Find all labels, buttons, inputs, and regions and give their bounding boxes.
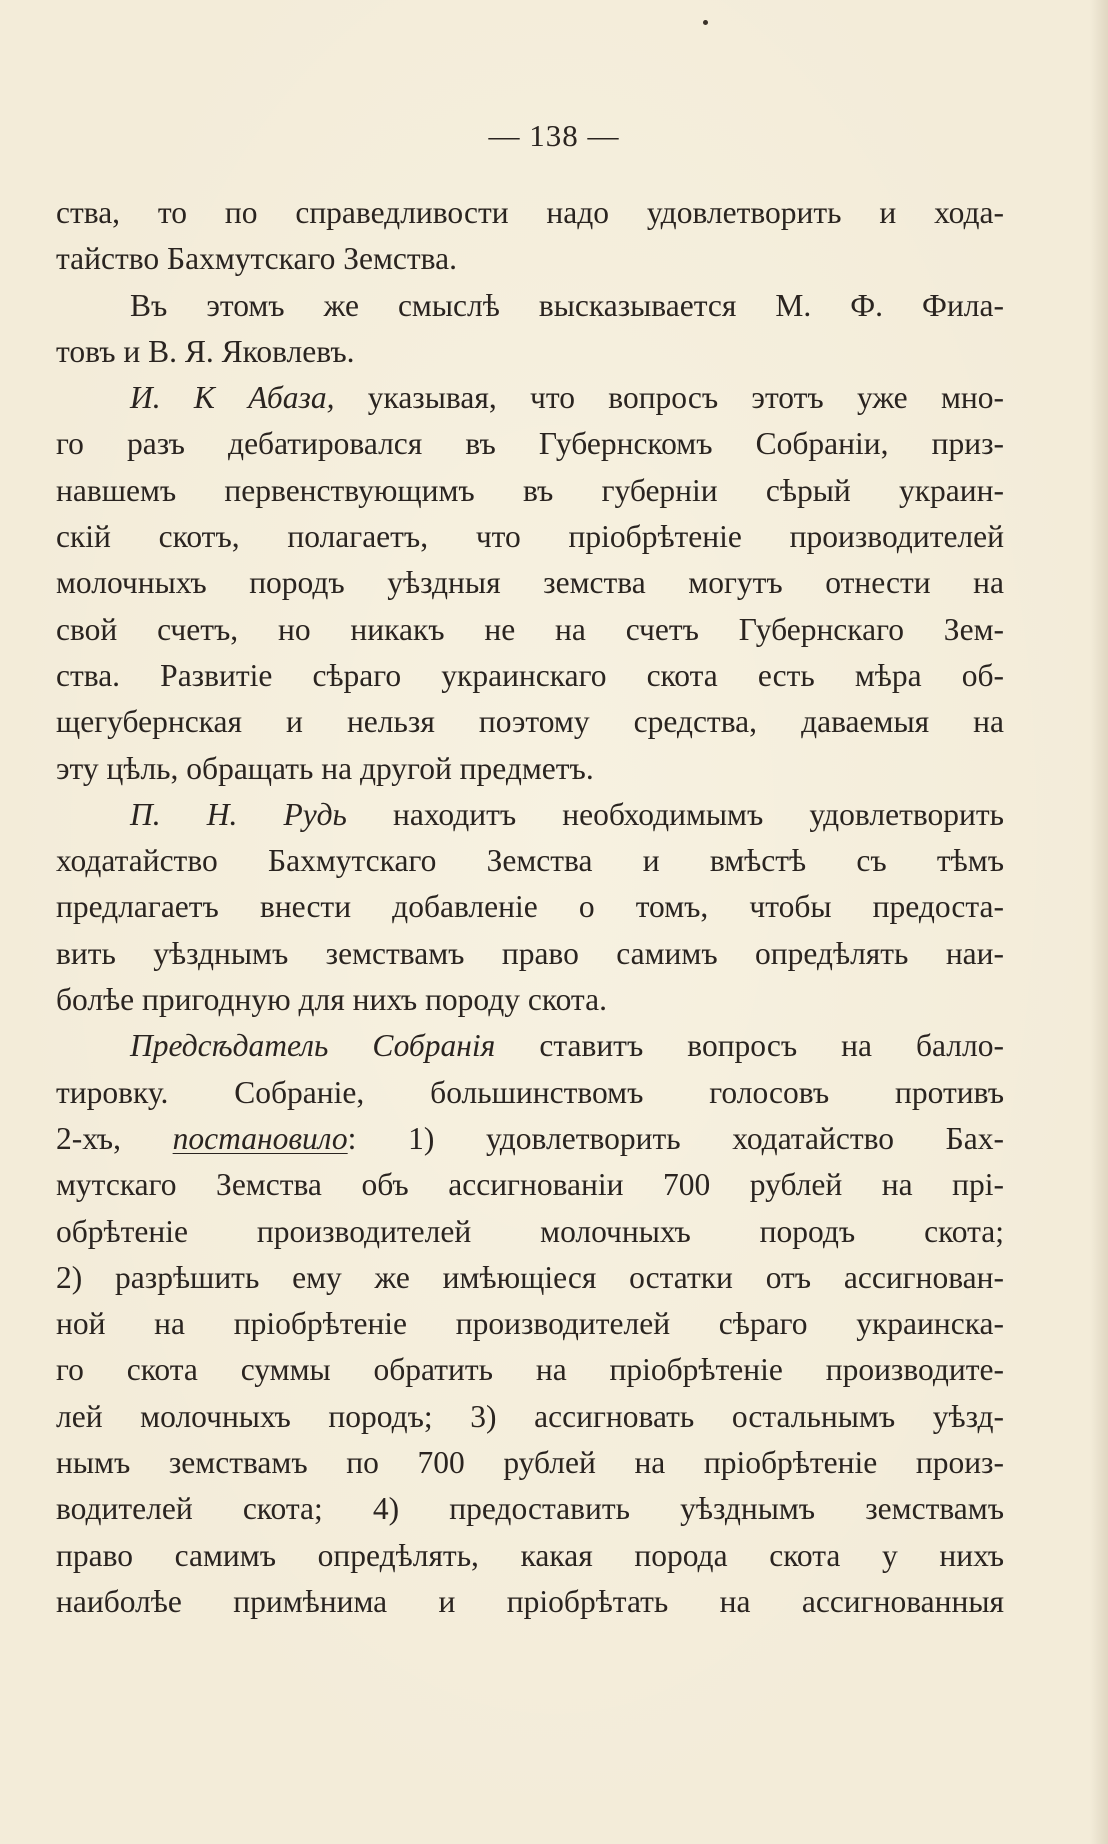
text-segment: го скота суммы обратить на пріобрѣтеніе производите-	[56, 1352, 1004, 1388]
speaker-name: Предсѣдатель Собранія	[130, 1028, 496, 1064]
text-segment: ной на пріобрѣтеніе производителей сѣраго украинска-	[56, 1306, 1004, 1342]
text-segment: наиболѣе примѣнима и пріобрѣтать на ассигнованныя	[56, 1583, 1004, 1619]
text-line	[56, 607, 1004, 653]
text-line	[56, 514, 1004, 560]
text-segment: болѣе пригодную для нихъ породу скота.	[56, 982, 607, 1018]
speaker-name: И. К Абаза,	[130, 380, 335, 416]
text-segment: мутскаго Земства объ ассигнованіи 700 рублей на прі-	[56, 1167, 1004, 1203]
text-segment: молочныхъ породъ уѣздныя земства могутъ отнести на	[56, 565, 1004, 601]
body-text	[56, 190, 1004, 1625]
text-segment: ства, то по справедливости надо удовлетворить и хода-	[56, 195, 1004, 230]
text-line	[56, 699, 1004, 745]
text-segment: : 1) удовлетворить ходатайство Бах-	[347, 1120, 1004, 1156]
text-line	[56, 375, 1004, 421]
text-segment: тайство Бахмутскаго Земства.	[56, 241, 457, 277]
text-line	[56, 1486, 1004, 1532]
text-segment: 2) разрѣшить ему же имѣющіеся остатки отъ ассигнован-	[56, 1259, 1004, 1295]
text-segment: ходатайство Бахмутскаго Земства и вмѣстѣ съ тѣмъ	[56, 843, 1004, 879]
text-line	[56, 792, 1004, 838]
text-line	[56, 329, 1004, 375]
text-segment: Въ этомъ же смыслѣ высказывается М. Ф. Фила-	[130, 287, 1004, 323]
text-segment: лей молочныхъ породъ; 3) ассигновать остальнымъ уѣзд-	[56, 1398, 1004, 1434]
text-segment: тировку. Собраніе, большинствомъ голосовъ противъ	[56, 1074, 1004, 1110]
text-line	[56, 931, 1004, 977]
text-line	[56, 190, 1004, 236]
text-line	[56, 283, 1004, 329]
text-segment: водителей скота; 4) предоставить уѣзднымъ земствамъ	[56, 1491, 1004, 1527]
text-line	[56, 1394, 1004, 1440]
text-line	[56, 1347, 1004, 1393]
text-line	[56, 1162, 1004, 1208]
text-segment: 2-хъ,	[56, 1120, 173, 1156]
ink-speck	[703, 20, 708, 25]
text-line	[56, 746, 1004, 792]
text-line	[56, 1533, 1004, 1579]
speaker-name: П. Н. Рудь	[130, 796, 347, 832]
text-segment: навшемъ первенствующимъ въ губерніи сѣрый украин-	[56, 472, 1004, 508]
text-line	[56, 977, 1004, 1023]
text-line	[56, 1301, 1004, 1347]
text-segment: свой счетъ, но никакъ не на счетъ Губернскаго Зем-	[56, 611, 1004, 647]
text-segment: обрѣтеніе производителей молочныхъ породъ скота;	[56, 1213, 1004, 1249]
text-segment: эту цѣль, обращать на другой предметъ.	[56, 750, 594, 786]
page-number: — 138 —	[488, 118, 620, 153]
text-segment: право самимъ опредѣлять, какая порода скота у нихъ	[56, 1537, 1004, 1573]
text-line	[56, 468, 1004, 514]
text-segment: го разъ дебатировался въ Губернскомъ Собраніи, приз-	[56, 426, 1004, 462]
text-line	[56, 1209, 1004, 1255]
text-line	[56, 236, 1004, 282]
text-line	[56, 1023, 1004, 1069]
text-segment: ставитъ вопросъ на балло-	[495, 1028, 1004, 1064]
text-line	[56, 421, 1004, 467]
text-segment: указывая, что вопросъ этотъ уже мно-	[334, 380, 1004, 416]
text-line	[56, 1579, 1004, 1625]
text-segment: нымъ земствамъ по 700 рублей на пріобрѣтеніе произ-	[56, 1445, 1004, 1481]
page-edge-shadow	[1090, 0, 1108, 1844]
emphasized-word: постановило	[172, 1120, 348, 1156]
text-line	[56, 838, 1004, 884]
text-segment: ства. Развитіе сѣраго украинскаго скота есть мѣра об-	[56, 657, 1004, 693]
text-line	[56, 560, 1004, 606]
text-segment: товъ и В. Я. Яковлевъ.	[56, 333, 355, 369]
text-segment: щегубернская и нельзя поэтому средства, даваемыя на	[56, 704, 1004, 740]
text-segment: вить уѣзднымъ земствамъ право самимъ опредѣлять наи-	[56, 935, 1004, 971]
text-line	[56, 1255, 1004, 1301]
text-line	[56, 1070, 1004, 1116]
text-line	[56, 1116, 1004, 1162]
text-line	[56, 653, 1004, 699]
text-segment: находитъ необходимымъ удовлетворить	[346, 796, 1004, 832]
text-segment: предлагаетъ внести добавленіе о томъ, чтобы предоста-	[56, 889, 1004, 925]
text-line	[56, 884, 1004, 930]
text-line	[56, 1440, 1004, 1486]
text-segment: скій скотъ, полагаетъ, что пріобрѣтеніе производителей	[56, 519, 1004, 555]
